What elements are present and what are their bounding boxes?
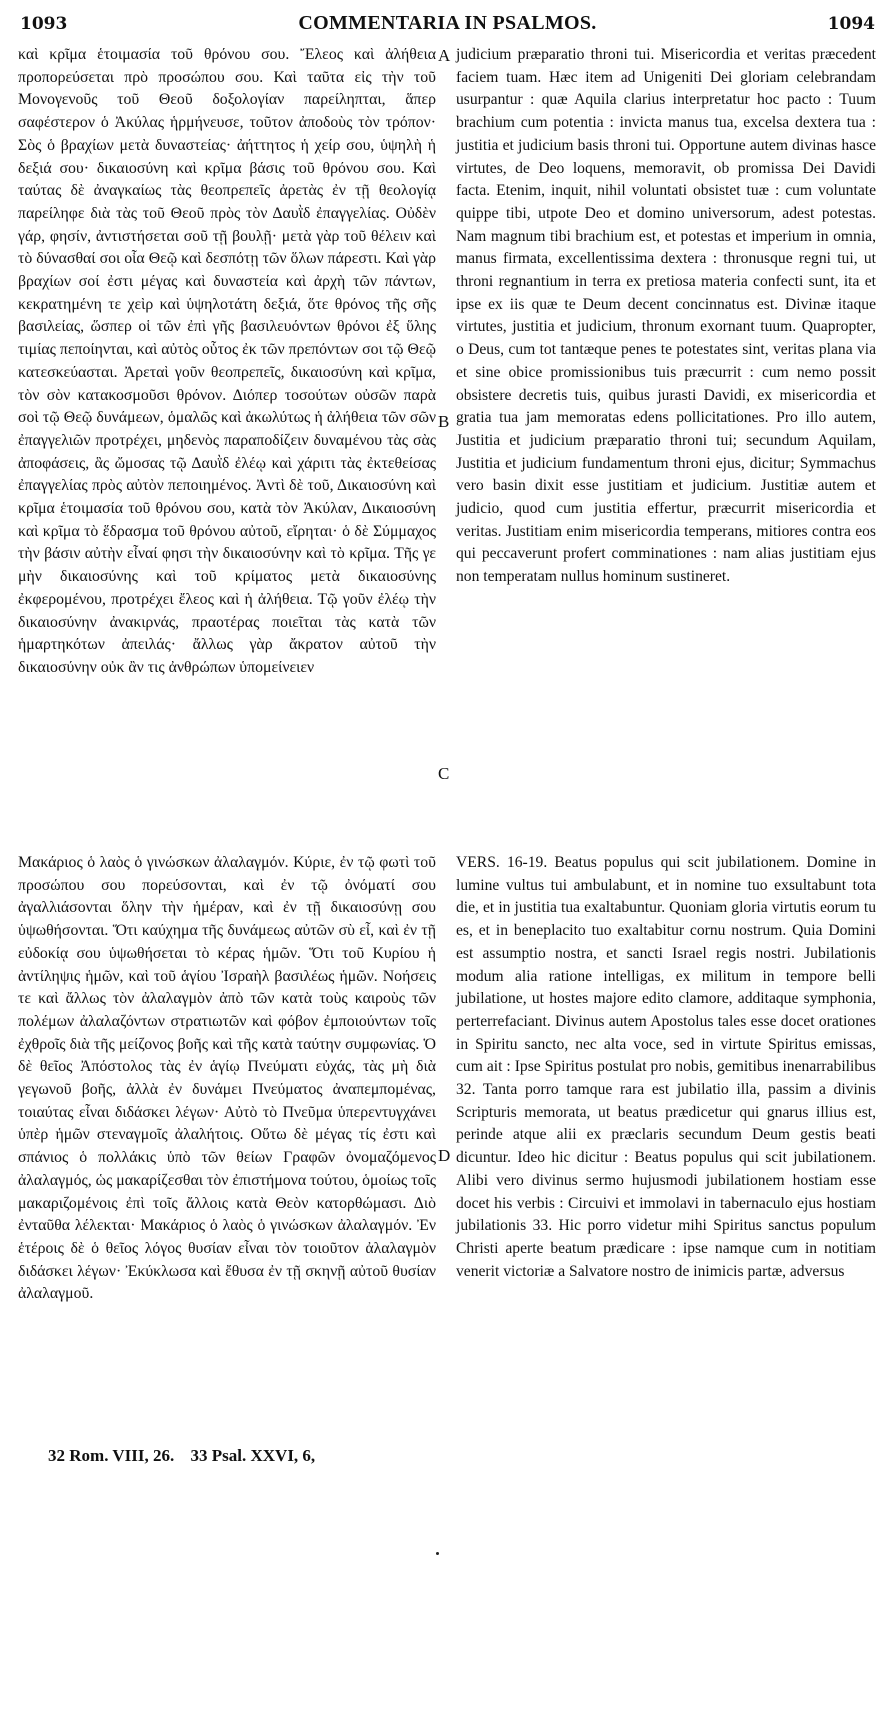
greek-column-upper [18, 44, 436, 844]
latin-column-upper [456, 44, 876, 744]
margin-letter-b: B [438, 412, 450, 431]
page-number-right: 1094 [827, 14, 875, 34]
margin-letter-a: A [438, 46, 451, 65]
page-dot [436, 1552, 439, 1555]
running-title: COMMENTARIA IN PSALMOS. [298, 12, 597, 34]
page-number-left: 1093 [20, 14, 68, 34]
latin-paragraph-2: VERS. 16-19. Beatus populus qui scit jubilationem. Domine in lumine vultus tui ambulabunt, et in nomine tuo exsultabunt tota die, et in justitia tua exaltabuntur. Quoniam gloria virtutis eorum tu es, et in beneplacito tuo exaltabitur cornu nostrum. Quia Domini est assumptio nostra, et sancti Israel regis nostri. Jubilationis modum alia ratione intelligas, ex militum in tempore belli jubilatione, ut hostes majore edito clamore, additaque symphonia, perterrefaciant. Divinus autem Apostolus tales esse docet orationes in Spiritu sancto, nec alta voce, sed in virtute Spiritus emissas, cum ait : Ipse Spiritus postulat pro nobis, gemitibus inenarrabilibus 32. Tanta porro tamque rara est jubilatio illa, passim a divinis Scripturis memorata, ut beatus prædicetur qui gnarus illius est, perinde atque alii ex præclaris secundum Deum gestis beati dicuntur. Ideo hic dicitur : Beatus populus qui scit jubilationem. Alibi vero divinus sermo hujusmodi jubilationem hostiam esse docet his verbis : Circuivi et immolavi in tabernaculo ejus hostiam jubilationis 33. Hic porro videtur mihi Spiritus sanctus populum Christi aperte beatum prædicare : ipse namque cum in notitiam venerit victoriæ a Salvatore nostro de inimicis partæ, adversus [456, 854, 876, 1280]
margin-letter-d: D [438, 1146, 451, 1165]
running-header [20, 10, 875, 38]
footnote-33: 33 Psal. XXVI, 6, [190, 1446, 316, 1465]
margin-letter-c: C [438, 764, 450, 783]
greek-paragraph-1: καὶ κρῖμα ἑτοιμασία τοῦ θρόνου σου. Ἔλεος καὶ ἀλήθεια προπορεύσεται πρὸ προσώπου σου. Καὶ ταῦτα εἰς τὴν τοῦ Μονογενοῦς τοῦ Θεοῦ δοξολογίαν παρείληπται, ἅπερ σαφέστερον ὁ Ἀκύλας ἡρμήνευσε, τοῦτον ἀποδοὺς τὸν τρόπον· Σὸς ὁ βραχίων μετὰ δυναστείας· ἀήττητος ἡ χείρ σου, ὑψηλὴ ἡ δεξιά σου· δικαιοσύνη καὶ κρῖμα βάσις τοῦ θρόνου σου. Καὶ ταύτας δὲ ἀναγκαίως τὰς θεοπρεπεῖς ἀρετὰς ἐν τῇ θεολογίᾳ παρείληφε διὰ τὰς τοῦ Θεοῦ πρὸς τὸν Δαυῒδ ἐπαγγελίας. Οὐδὲν γάρ, φησίν, ἀντιστήσεται σοῦ τῇ βουλῇ· μετὰ γὰρ τοῦ θέλειν καὶ τὸ δύνασθαί σοι οἷα Θεῷ καὶ δεσπότῃ τῶν ὅλων πάρεστι. Καὶ γὰρ βραχίων σοί ἐστι μέγας καὶ δυναστεία καὶ ἀρχὴ τῶν πάντων, κεκρατημένη τε χεὶρ καὶ ὑψηλοτάτη δεξιά, ὅτε θρόνος τῆς σῆς βασιλείας, ὥσπερ οἱ τῶν ἐπὶ γῆς βασιλευόντων θρόνοι ἐξ ὕλης τιμίας πεποίηνται, καὶ αὐτὸς οὗτος ἐκ τῶν πρεπόντων σοι τῷ Θεῷ κατεσκεύασται. Ἀρεταὶ γοῦν θεοπρεπεῖς, δικαιοσύνη καὶ κρῖμα, τὸν σὸν κατακοσμοῦσι θρόνον. Διόπερ τοσούτων οὐσῶν παρὰ σοὶ τῷ Θεῷ δυνάμεων, ὁμαλῶς καὶ ἀκωλύτως ἡ ἀλήθεια τῶν σῶν ἐπαγγελιῶν προτρέχει, μηδενὸς παραποδίζειν δυναμένου τὰς σὰς ἀποφάσεις, ἃς ὤμοσας τῷ Δαυῒδ ἐλέῳ καὶ χάριτι τὰς ἐκτεθείσας ἐπαγγελίας πρὸς αὐτὸν πεποιημένος. Ἀντὶ δὲ τοῦ, Δικαιοσύνη καὶ κρῖμα ἑτοιμασία τοῦ θρόνου σου, κατὰ τὸν Ἀκύλαν, Δικαιοσύνη καὶ κρῖμα τὸ ἕδρασμα τοῦ θρόνου αὐτοῦ, εἴρηται· ὁ δὲ Σύμμαχος τὴν βάσιν αὐτὴν εἶναί φησι τὴν δικαιοσύνην καὶ τὸ κρῖμα. Τῆς γε μὴν δικαιοσύνης καὶ τοῦ κρίματος μετὰ δικαιοσύνης ἐκφερομένου, προτρέχει ἔλεος καὶ ἡ ἀλήθεια. Τῷ γοῦν ἐλέῳ τὴν δικαιοσύνην ἀνακιρνάς, πραοτέρας ποιεῖται τὰς κατὰ τῶν ἡμαρτηκότων ἀπειλάς· ἄλλως γὰρ ἄκρατον αὐτοῦ τὴν δικαιοσύνην οὐκ ἂν τις ἀνθρώπων ὑπομείνειεν [18, 46, 436, 676]
greek-column-lower [18, 852, 436, 1712]
latin-column-lower [456, 852, 876, 1732]
greek-paragraph-2: Μακάριος ὁ λαὸς ὁ γινώσκων ἀλαλαγμόν. Κύριε, ἐν τῷ φωτὶ τοῦ προσώπου σου πορεύσονται, καὶ ἐν τῷ ὀνόματί σου ἀγαλλιάσονται ὅλην τὴν ἡμέραν, καὶ ἐν τῇ δικαιοσύνῃ σου ὑψωθήσονται. Ὅτι καύχημα τῆς δυνάμεως αὐτῶν σὺ εἶ, καὶ ἐν τῇ εὐδοκίᾳ σου ὑψωθήσεται τὸ κέρας ἡμῶν. Ὅτι τοῦ Κυρίου ἡ ἀντίληψις ἡμῶν, καὶ τοῦ ἁγίου Ἰσραὴλ βασιλέως ἡμῶν. Νοήσεις τε καὶ ἄλλως τὸν ἀλαλαγμὸν ἀπὸ τῶν κατὰ τοὺς καιροὺς τῶν πολέμων ἀλαλαζόντων στρατιωτῶν καὶ φόβον ἐμποιούντων τοῖς ἐχθροῖς διὰ τῆς μείζονος βοῆς καὶ τῆς κατὰ ταύτην συμφωνίας. Ὁ δὲ θεῖος Ἀπόστολος τὰς ἐν ἁγίῳ Πνεύματι εὐχάς, τὰς μὴ διὰ γεγωνοῦ βοῆς, ἀλλὰ ἐν δυνάμει Πνεύματος ἀναπεμπομένας, τοιαύτας εἶναι διδάσκει λέγων· Αὐτὸ τὸ Πνεῦμα ὑπερεντυγχάνει ὑπὲρ ἡμῶν στεναγμοῖς ἀλαλήτοις. Οὕτω δὲ μέγας τίς ἐστι καὶ σπάνιος ὁ πολλάκις ὑπὸ τῶν θείων Γραφῶν ὀνομαζόμενος ἀλαλαγμός, ὡς μακαρίζεσθαι τὸν ἐπιστήμονα τούτου, ὁμοίως τοῖς μακαριζομένοις ἐπὶ τοῖς ἄλλοις κατὰ Θεὸν κατορθώμασι. Διὸ ἐνταῦθα λέλεκται· Μακάριος ὁ λαὸς ὁ γινώσκων ἀλαλαγμόν. Ἐν ἑτέροις δὲ ὁ θεῖος λόγος θυσίαν εἶναι τὸν τοιοῦτον ἀλαλαγμὸν διδάσκει λέγων· Ἐκύκλωσα καὶ ἔθυσα ἐν τῇ σκηνῇ αὐτοῦ θυσίαν ἀλαλαγμοῦ. [18, 854, 436, 1303]
footnotes [48, 1446, 327, 1466]
footnote-32: 32 Rom. VIII, 26. [48, 1446, 175, 1465]
latin-paragraph-1: judicium præparatio throni tui. Misericordia et veritas præcedent faciem tuam. Hæc item ad Unigeniti Dei gloriam celebrandam usurpantur : quæ Aquila clarius interpretatur hoc pacto : Tuum brachium cum potentia : invicta manus tua, excelsa dextera tua : justitia et judicium basis throni tui. Opportune autem divinas hasce virtutes, de Deo loquens, memoravit, ob promissa Dei Davidi facta. Etenim, inquit, nihil voluntati obsistet tuæ : cum voluntate quippe tibi, utpote Deo et domino universorum, adest potestas. Nam magnum tibi brachium est, et potestas et imperium in omnia, manus firmata, excellentissima dextera : thronusque regni tui, ut throni regnantium in terra ex pretiosa materia confecti sunt, ita et ipse ex iis quæ te Deum decent concinnatus est. Divinæ itaque virtutes, justitia et judicium, thronum exornant tuum. Quapropter, o Deus, cum tot tantæque penes te potestates sint, veritas plana via et sine obice promissionibus tuis præcurrit : cum nemo possit obsistere decretis tuis, quibus jurasti Davidi, ex misericordia et gratia tua jam memoratas edens pollicitationes. Pro illo autem, Justitia et judicium præparatio throni tui; secundum Aquilam, Justitia et judicium fundamentum throni ejus, dicitur; Symmachus vero basin dixit esse justitiam et judicium. Justitiæ autem et judicio, quod cum justitia effertur, præcurrit misericordia et veritas. Justitiam enim misericordia temperans, mitiores contra eos qui peccaverunt profert comminationes : nam alias justitiam ejus non temperatam nullus hominum sustineret. [456, 46, 876, 586]
